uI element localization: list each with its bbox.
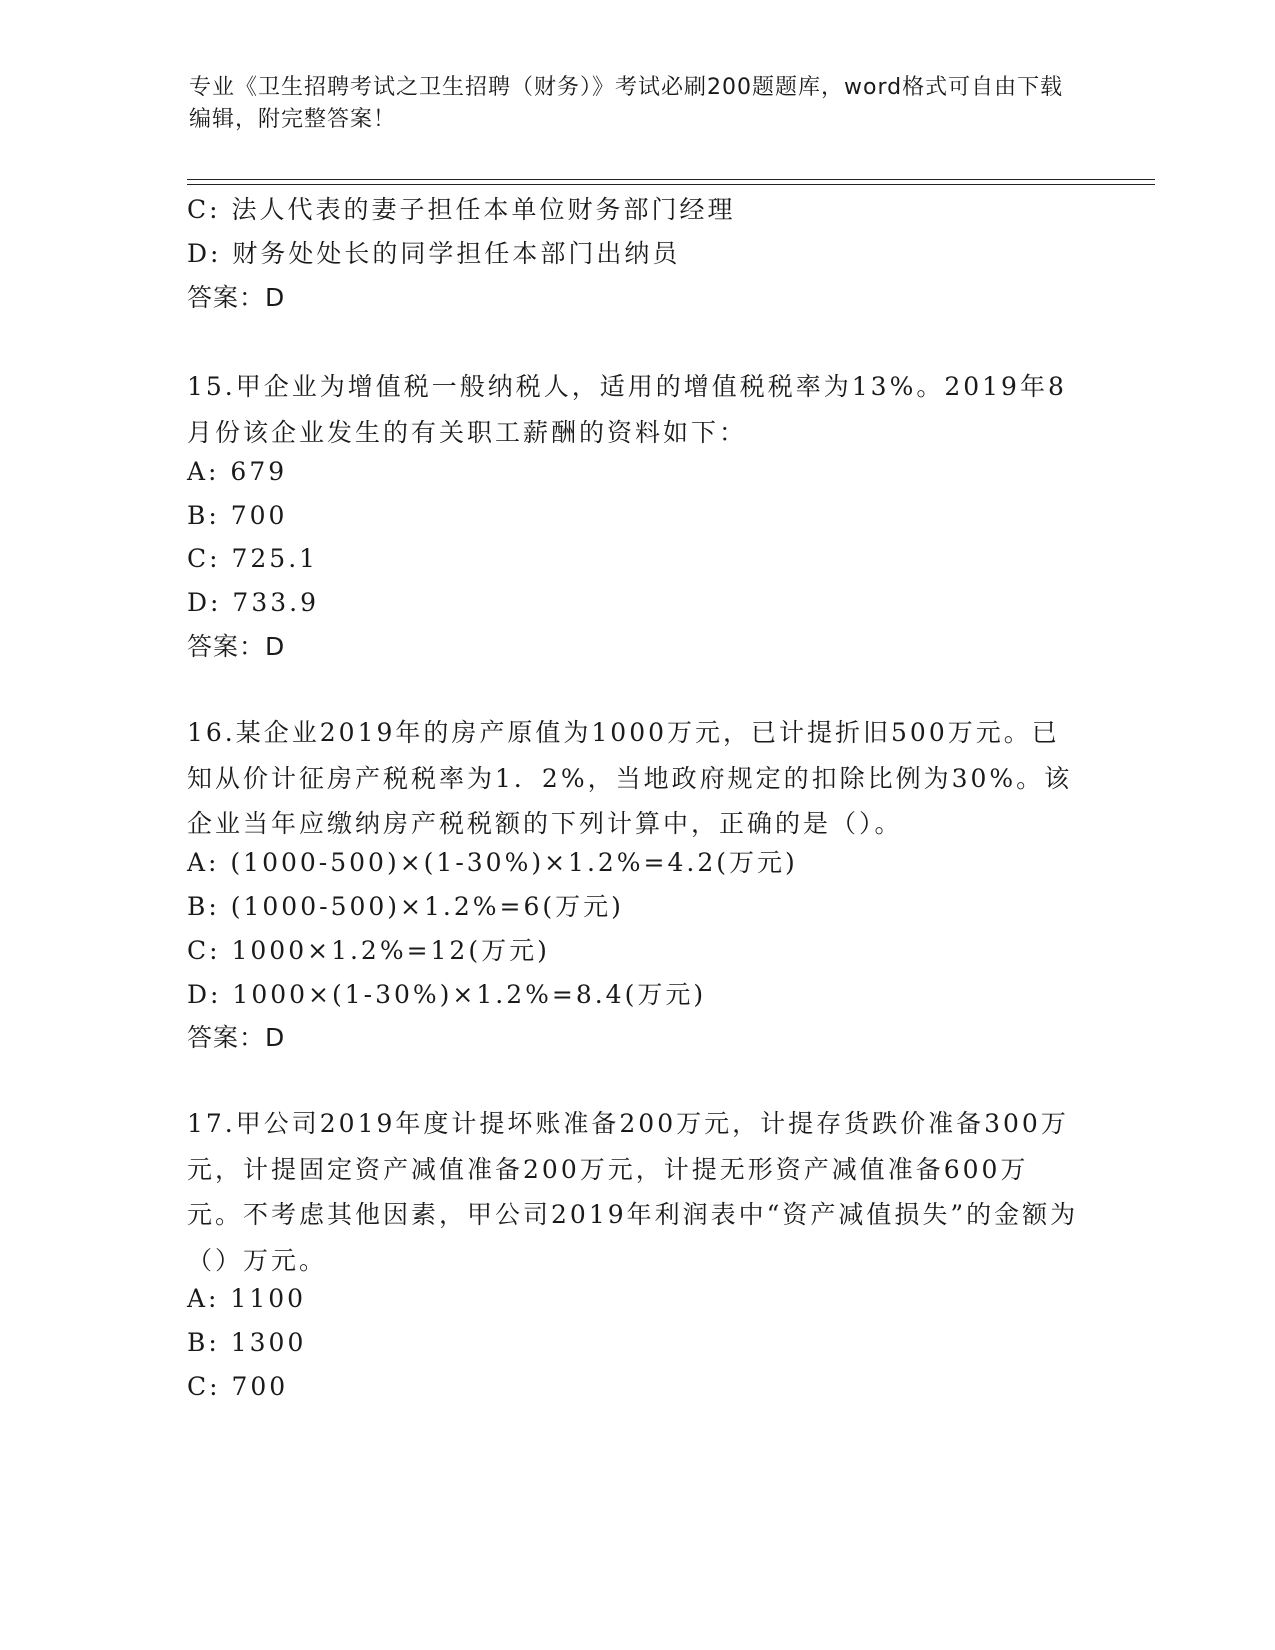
q16-option-b: B: (1000-500)×1.2%=6(万元)	[187, 892, 624, 921]
q15-option-c: C: 725.1	[187, 544, 319, 573]
header-divider-bottom	[187, 184, 1155, 185]
q14-option-d: D: 财务处处长的同学担任本部门出纳员	[187, 239, 681, 268]
q14-answer: 答案：D	[187, 283, 286, 312]
header-divider-top	[187, 179, 1155, 180]
q16-option-c: C: 1000×1.2%=12(万元)	[187, 936, 550, 965]
q17-option-b: B: 1300	[187, 1328, 307, 1357]
q17-option-c: C: 700	[187, 1372, 289, 1401]
q15-stem: 15.甲企业为增值税一般纳税人，适用的增值税税率为13%。2019年8月份该企业发生的有关职工薪酬的资料如下：	[187, 372, 1067, 447]
q15-option-a: A: 679	[187, 457, 288, 486]
q15-option-b: B: 700	[187, 501, 288, 530]
q17-option-a: A: 1100	[187, 1284, 307, 1313]
document-header: 专业《卫生招聘考试之卫生招聘（财务）》考试必刷200题题库，word格式可自由下载编辑，附完整答案！	[189, 75, 1064, 132]
q15-answer: 答案：D	[187, 632, 286, 661]
q15-option-d: D: 733.9	[187, 588, 319, 617]
q16-option-a: A: (1000-500)×(1-30%)×1.2%=4.2(万元)	[187, 848, 798, 877]
q17-stem: 17.甲公司2019年度计提坏账准备200万元，计提存货跌价准备300万元，计提固定资产减值准备200万元，计提无形资产减值准备600万元。不考虑其他因素，甲公司2019年利润表中“资产减值损失”的金额为（）万元。	[187, 1109, 1079, 1275]
q16-answer: 答案：D	[187, 1023, 286, 1052]
q14-option-c: C: 法人代表的妻子担任本单位财务部门经理	[187, 195, 736, 224]
q16-stem: 16.某企业2019年的房产原值为1000万元，已计提折旧500万元。已知从价计征房产税税率为1．2%，当地政府规定的扣除比例为30%。该企业当年应缴纳房产税税额的下列计算中，正确的是（）。	[187, 718, 1073, 838]
q16-option-d: D: 1000×(1-30%)×1.2%=8.4(万元)	[187, 980, 707, 1009]
